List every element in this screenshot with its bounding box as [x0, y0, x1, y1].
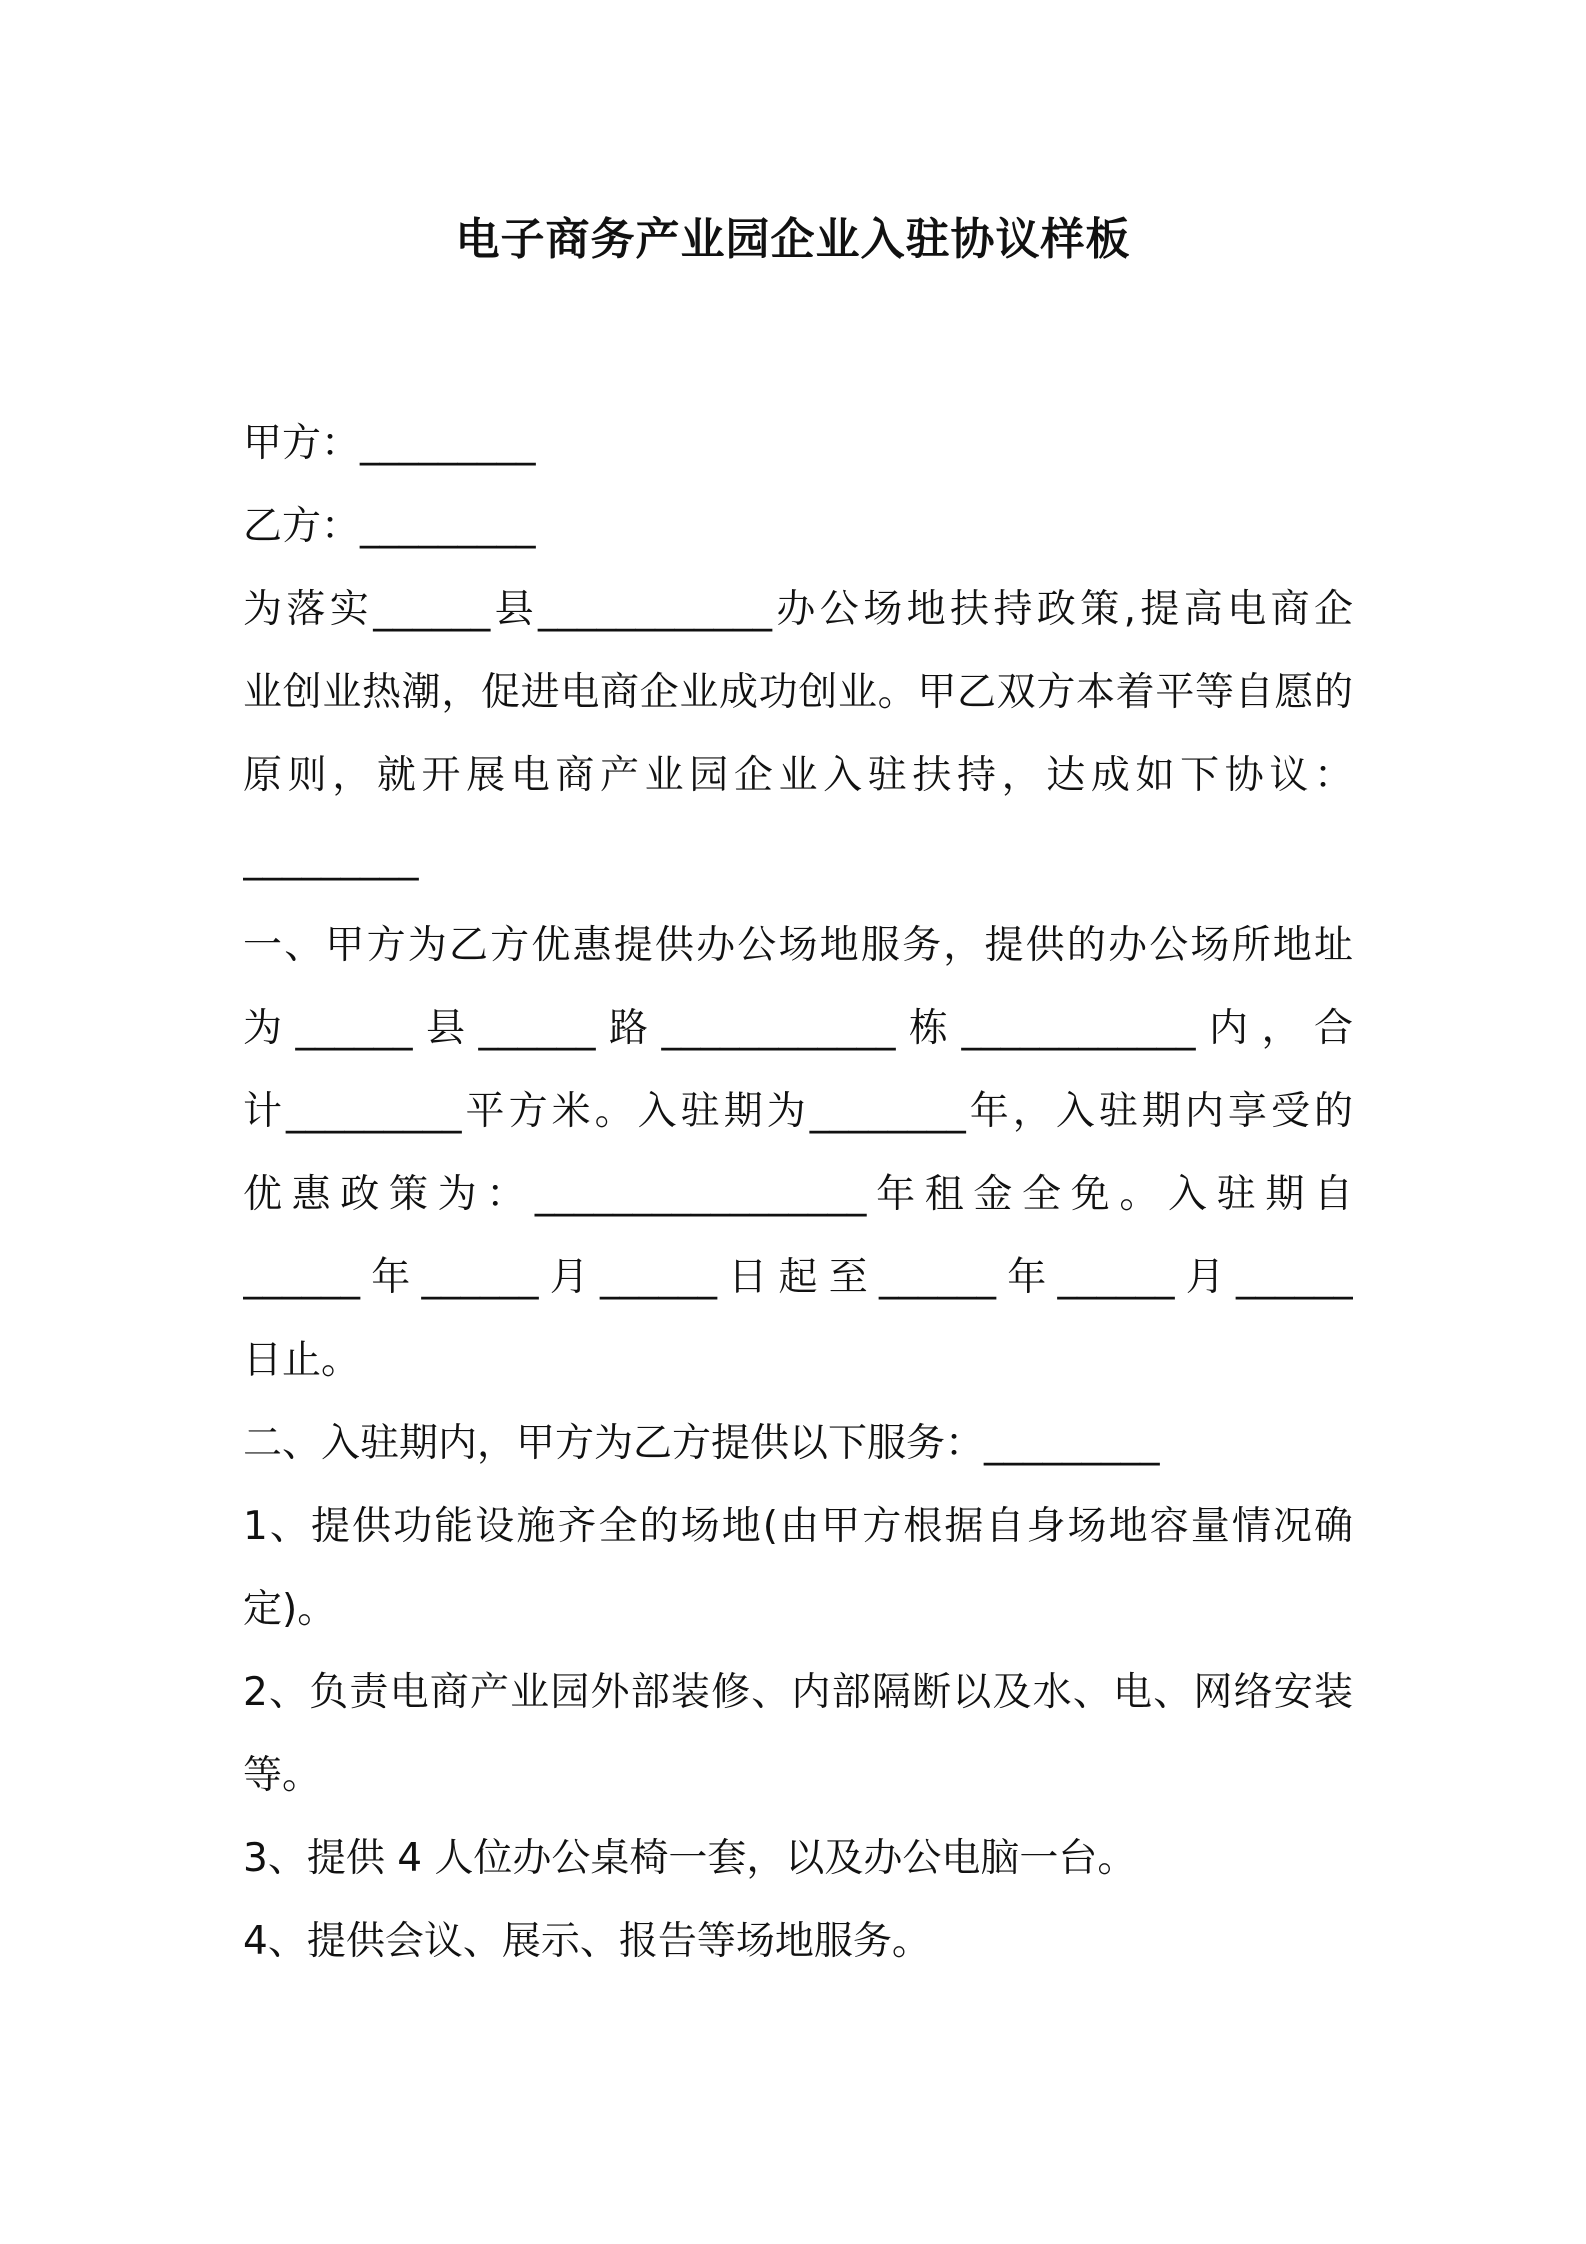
clause-two-heading: 二、入驻期内，甲方为乙方提供以下服务：_________: [243, 1421, 1160, 1466]
clause-one-line: 日止。: [243, 1338, 361, 1383]
clause-one-line: ______年______月______日起至______年______月______: [243, 1255, 1353, 1300]
service-item-2: 2、负责电商产业园外部装修、内部隔断以及水、电、网络安装: [243, 1670, 1353, 1715]
service-item-3: 3、提供 4 人位办公桌椅一套，以及办公电脑一台。: [243, 1836, 1137, 1881]
service-item-2: 等。: [243, 1753, 322, 1798]
service-item-4: 4、提供会议、展示、报告等场地服务。: [243, 1919, 931, 1964]
party-b-line: 乙方：_________: [243, 504, 536, 549]
service-item-1: 1、提供功能设施齐全的场地(由甲方根据自身场地容量情况确: [243, 1504, 1353, 1549]
preamble-line: 业创业热潮，促进电商企业成功创业。甲乙双方本着平等自愿的: [243, 670, 1353, 715]
party-a-line: 甲方：_________: [243, 421, 536, 466]
preamble-line: 原则，就开展电商产业园企业入驻扶持，达成如下协议：: [243, 753, 1353, 798]
document-title: 电子商务产业园企业入驻协议样板: [455, 214, 1131, 265]
document-body: [243, 402, 1353, 1983]
clause-one-line: 为______县______路____________栋____________内，合: [243, 1006, 1353, 1051]
clause-one-line: 一、甲方为乙方优惠提供办公场地服务，提供的办公场所地址: [243, 923, 1353, 968]
blank-line: _________: [243, 836, 419, 881]
clause-one-line: 优惠政策为：_________________年租金全免。入驻期自: [243, 1172, 1353, 1217]
preamble-line: 为落实______县____________办公场地扶持政策,提高电商企: [243, 587, 1353, 632]
service-item-1: 定)。: [243, 1587, 337, 1632]
clause-one-line: 计_________平方米。入驻期为________年，入驻期内享受的: [243, 1089, 1353, 1134]
